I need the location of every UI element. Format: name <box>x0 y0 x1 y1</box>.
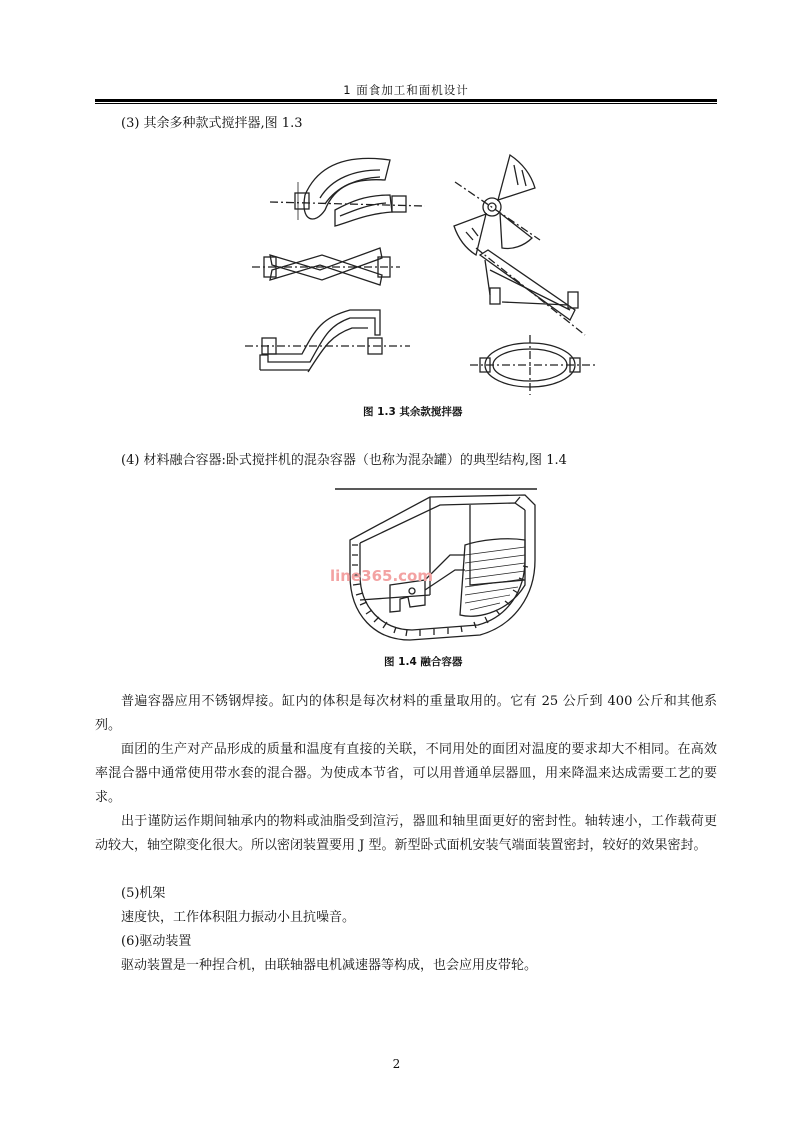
watermark: line365.com <box>330 567 433 585</box>
running-header: 1 面食加工和面机设计 <box>343 83 469 97</box>
body-paragraph-1: 普遍容器应用不锈钢焊接。缸内的体积是每次材料的重量取用的。它有 25 公斤到 400 公斤和其他系列。 <box>95 694 717 733</box>
section-6-heading: (6)驱动装置 <box>121 934 192 949</box>
figure-1-4-caption: 图 1.4 融合容器 <box>384 656 463 668</box>
agitator-frame-paddle <box>245 310 410 372</box>
figure-1-3-caption: 图 1.3 其余款搅拌器 <box>363 406 463 418</box>
body-paragraph-3: 出于谨防运作期间轴承内的物料或油脂受到渲污，器皿和轴里面更好的密封性。轴转速小，工作载荷更动较大，轴空隙变化很大。所以密闭装置要用 J 型。新型卧式面机安装气端面装置密封，较好的效果密封。 <box>95 814 717 853</box>
agitator-ring <box>470 335 595 395</box>
figure-1-3-agitators <box>240 140 600 400</box>
header-rule-thin <box>95 103 717 104</box>
section-4-heading: (4) 材料融合容器:卧式搅拌机的混杂容器（也称为混杂罐）的典型结构,图 1.4 <box>121 453 567 468</box>
section-6-text: 驱动装置是一种捏合机，由联轴器电机减速器等构成，也会应用皮带轮。 <box>121 958 538 973</box>
header-rule-thick <box>95 99 717 102</box>
body-paragraph-2: 面团的生产对产品形成的质量和温度有直接的关联，不同用处的面团对温度的要求却大不相同。在高效率混合器中通常使用带水套的混合器。为使成本节省，可以用普通单层器皿，用来降温来达成需要工艺的要求。 <box>95 742 717 805</box>
section-3-heading: (3) 其余多种款式搅拌器,图 1.3 <box>121 116 303 131</box>
section-5-heading: (5)机架 <box>121 886 166 901</box>
page-number: 2 <box>392 1057 401 1071</box>
agitator-crossed-bars <box>252 248 400 285</box>
figure-1-4-mixing-vessel <box>330 485 545 650</box>
agitator-propeller <box>454 155 540 255</box>
section-5-text: 速度快，工作体积阻力振动小且抗噪音。 <box>121 910 356 925</box>
agitator-s-paddle <box>270 158 425 226</box>
agitator-diagonal-blade <box>476 248 585 335</box>
